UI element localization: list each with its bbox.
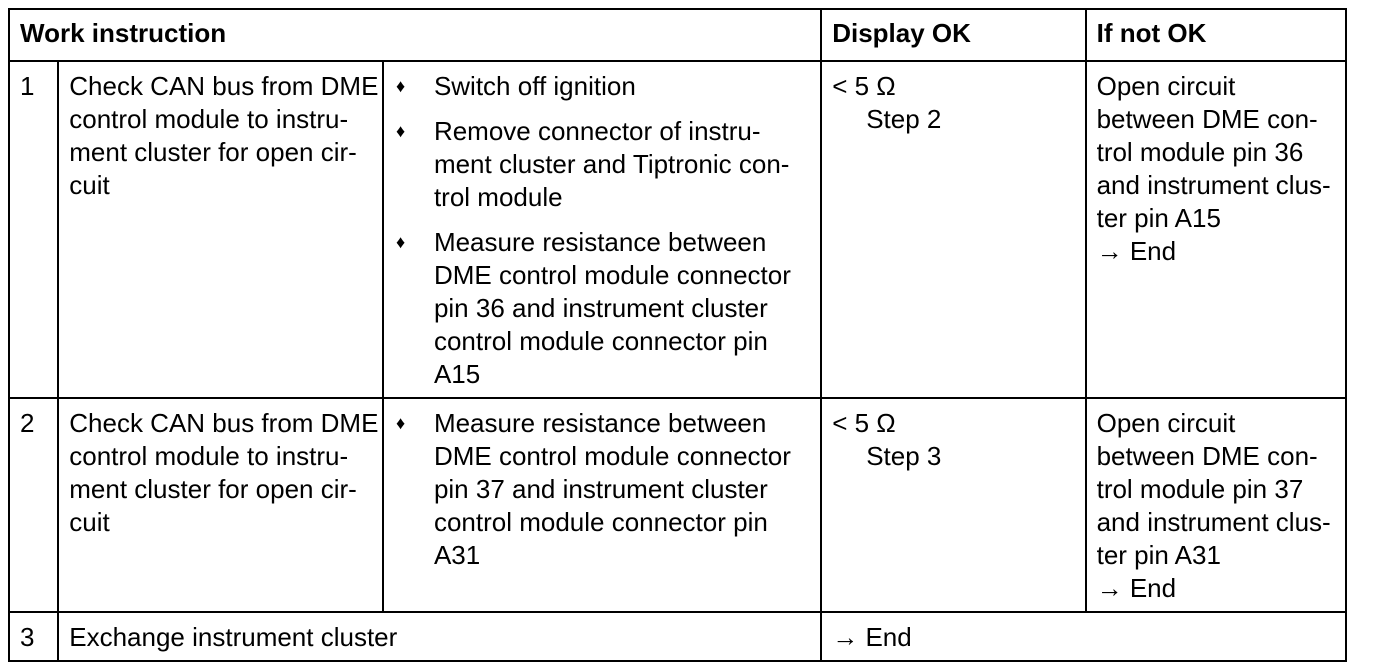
display-ok-next-step: Step 2 (866, 104, 942, 134)
action-item (394, 115, 810, 214)
if-not-ok-line: trol module pin 36 (1096, 137, 1304, 167)
table-row-step-3 (9, 612, 1346, 661)
action-line: DME control module connector (433, 260, 791, 290)
header-if-not-ok: If not OK (1086, 9, 1346, 61)
description-line: Check CAN bus from DME (69, 408, 379, 438)
if-not-ok-line: trol module pin 37 (1096, 474, 1304, 504)
if-not-ok-line: → End (1096, 236, 1177, 266)
work-instruction-table (8, 8, 1347, 662)
if-not-ok-line: ter pin A15 (1096, 203, 1221, 233)
table-row-step-1 (9, 61, 1346, 398)
step-actions (383, 398, 821, 612)
step-number: 2 (9, 398, 58, 612)
display-ok-value: < 5 Ω (832, 408, 896, 438)
display-ok-value: < 5 Ω (832, 71, 896, 101)
action-line: ment cluster and Tiptronic con- (433, 149, 790, 179)
step-description: Exchange instrument cluster (58, 612, 821, 661)
diamond-bullet-icon: ♦ (395, 413, 406, 433)
action-line: A31 (433, 540, 481, 570)
if-not-ok-line: → End (1096, 573, 1177, 603)
action-line: trol module (433, 182, 563, 212)
step-actions (383, 61, 821, 398)
header-work-instruction: Work instruction (9, 9, 821, 61)
action-line: DME control module connector (433, 441, 791, 471)
header-row (9, 9, 1346, 61)
table-row-step-2 (9, 398, 1346, 612)
display-ok-cell (821, 398, 1085, 612)
action-line: pin 36 and instrument cluster (433, 293, 768, 323)
description-line: ment cluster for open cir- (69, 137, 357, 167)
action-line: Measure resistance between (433, 408, 767, 438)
step-number: 1 (9, 61, 58, 398)
action-item (394, 226, 810, 391)
action-line: Switch off ignition (433, 71, 636, 101)
action-line: Measure resistance between (433, 227, 767, 257)
action-line: pin 37 and instrument cluster (433, 474, 768, 504)
action-line: A15 (433, 359, 481, 389)
display-ok-next-step: Step 3 (866, 441, 942, 471)
action-line: Remove connector of instru- (433, 116, 761, 146)
display-ok-cell: → End (821, 612, 1346, 661)
if-not-ok-line: Open circuit (1096, 408, 1236, 438)
action-line: control module connector pin (433, 507, 768, 537)
description-line: ment cluster for open cir- (69, 474, 357, 504)
if-not-ok-line: between DME con- (1096, 441, 1318, 471)
diamond-bullet-icon: ♦ (395, 121, 406, 141)
if-not-ok-cell (1086, 398, 1346, 612)
description-line: control module to instru- (69, 104, 349, 134)
diamond-bullet-icon: ♦ (395, 232, 406, 252)
if-not-ok-line: and instrument clus- (1096, 170, 1331, 200)
action-item (394, 70, 810, 103)
action-line: control module connector pin (433, 326, 768, 356)
step-number: 3 (9, 612, 58, 661)
if-not-ok-line: between DME con- (1096, 104, 1318, 134)
description-line: Check CAN bus from DME (69, 71, 379, 101)
description-line: cuit (69, 170, 110, 200)
if-not-ok-cell (1086, 61, 1346, 398)
step-description (58, 61, 383, 398)
if-not-ok-line: ter pin A31 (1096, 540, 1221, 570)
display-ok-cell (821, 61, 1085, 398)
if-not-ok-line: and instrument clus- (1096, 507, 1331, 537)
step-description (58, 398, 383, 612)
header-display-ok: Display OK (821, 9, 1085, 61)
description-line: control module to instru- (69, 441, 349, 471)
diamond-bullet-icon: ♦ (395, 76, 406, 96)
action-item (394, 407, 810, 572)
if-not-ok-line: Open circuit (1096, 71, 1236, 101)
description-line: cuit (69, 507, 110, 537)
